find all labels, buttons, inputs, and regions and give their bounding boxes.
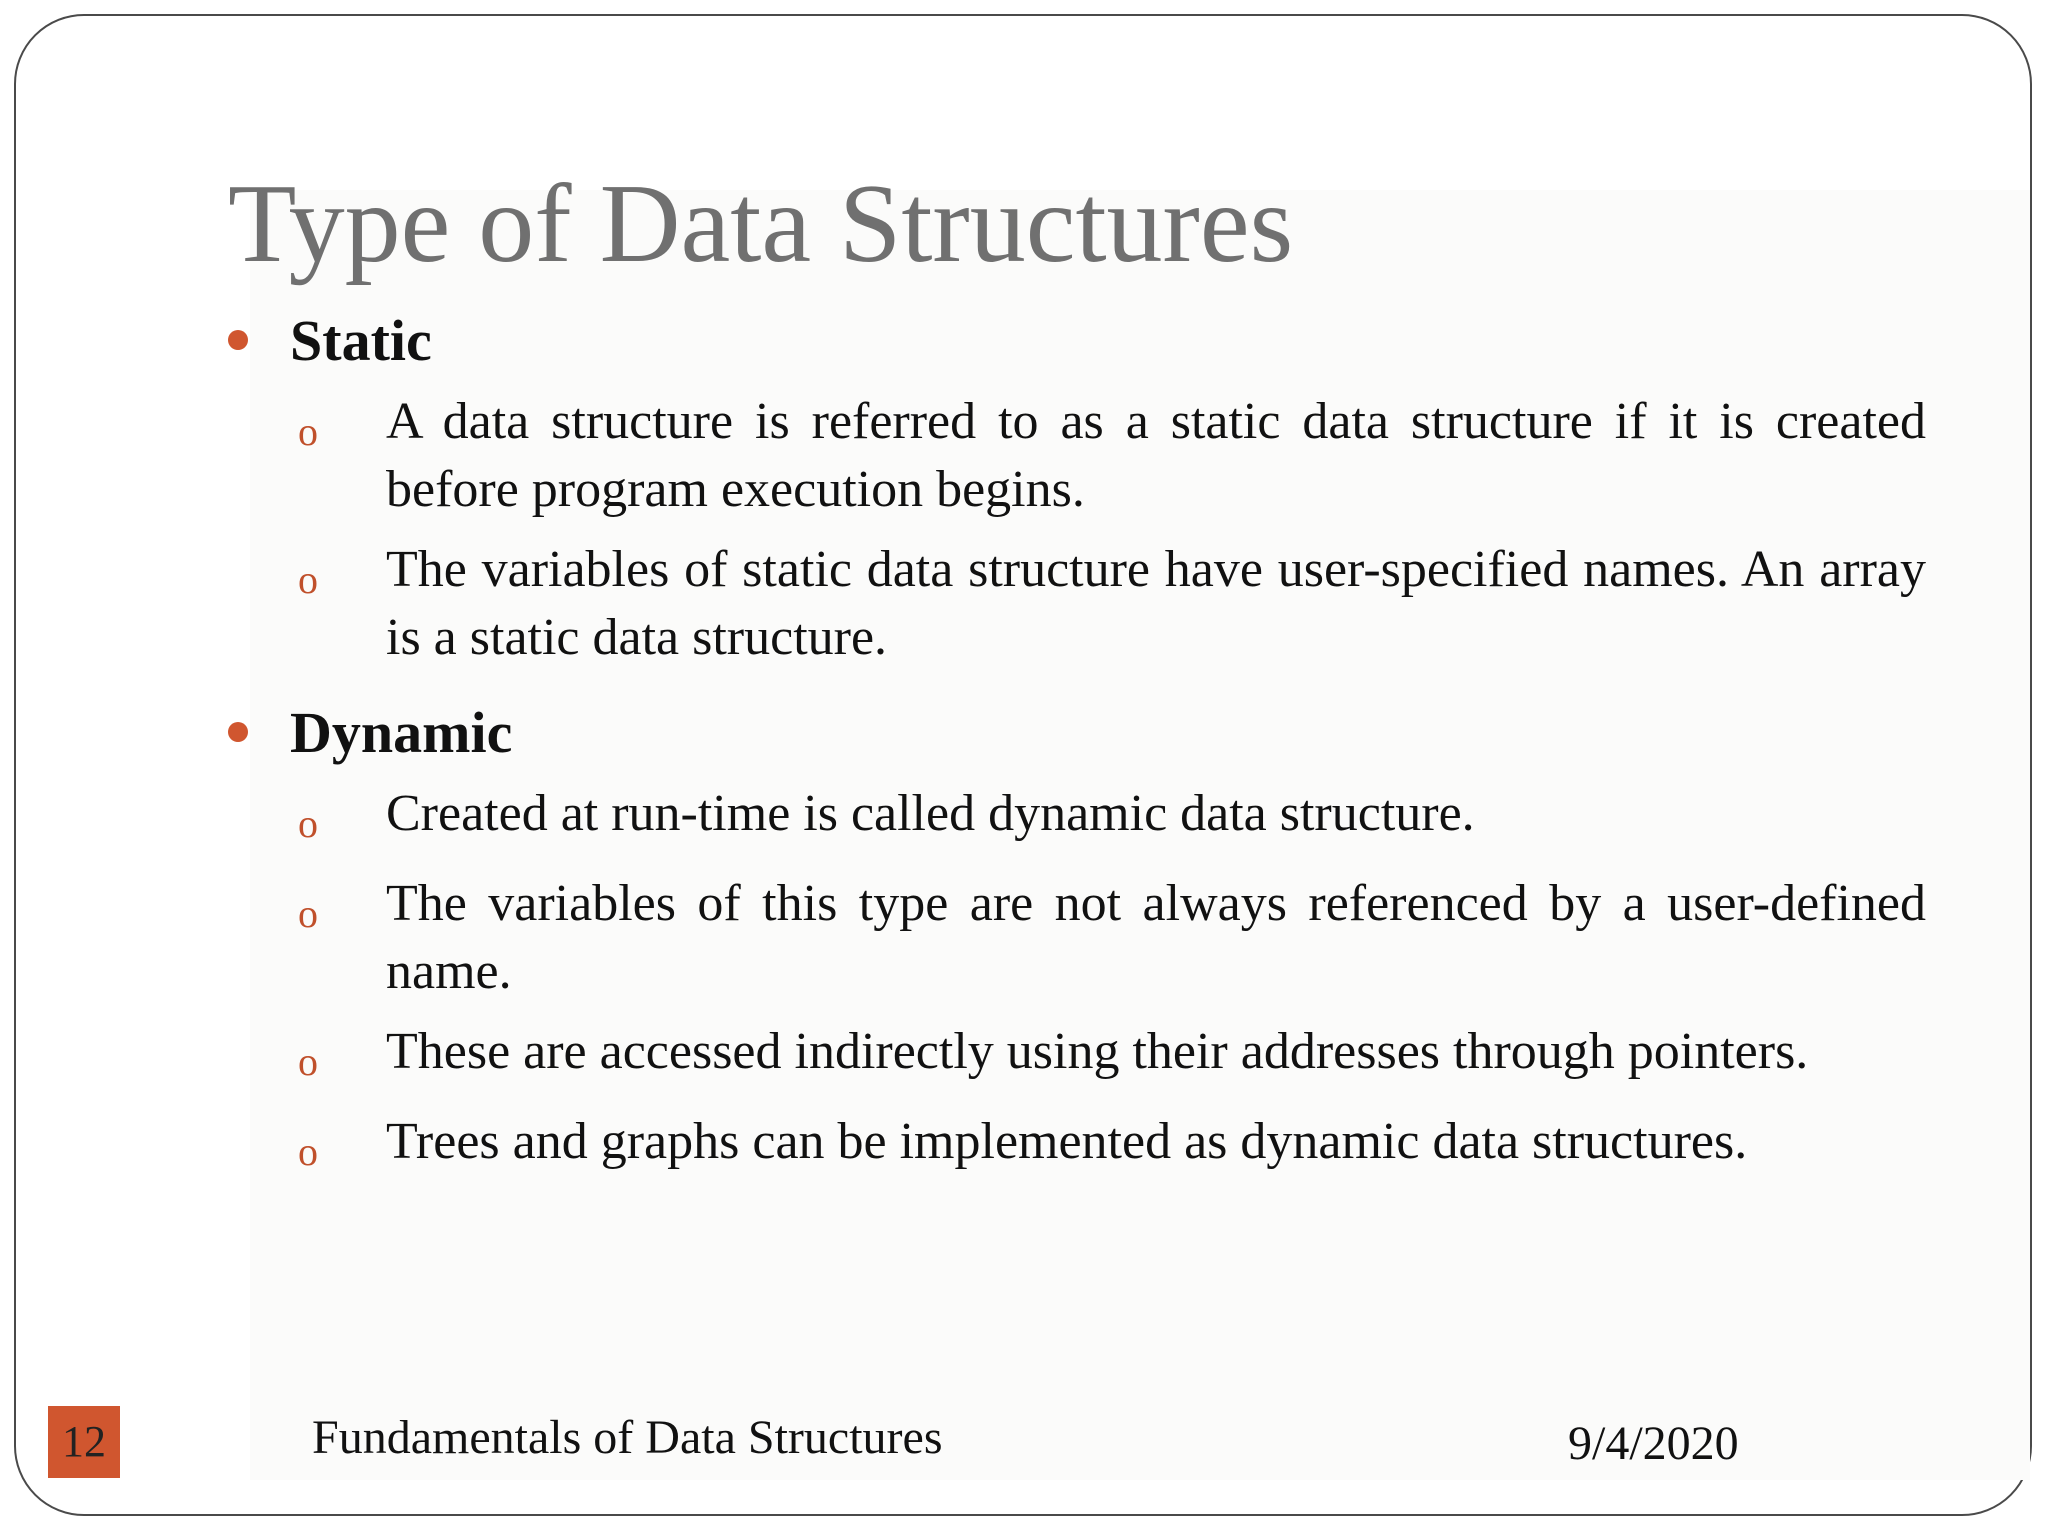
slide-body	[226, 300, 1926, 1198]
list-item	[226, 388, 1926, 524]
section-heading: Dynamic	[290, 699, 513, 765]
section-static	[226, 300, 1926, 672]
circle-bullet-icon: o	[298, 801, 318, 846]
footer-date: 9/4/2020	[1568, 1417, 1739, 1470]
bullet-list	[226, 388, 1926, 672]
circle-bullet-icon: o	[298, 557, 318, 602]
list-item-text: Created at run-time is called dynamic data structure.	[386, 785, 1475, 842]
list-item-text: Trees and graphs can be implemented as dynamic data structures.	[386, 1113, 1748, 1170]
circle-bullet-icon: o	[298, 1129, 318, 1174]
list-item	[226, 870, 1926, 1006]
section-dynamic	[226, 692, 1926, 1186]
circle-bullet-icon: o	[298, 1039, 318, 1084]
bullet-dot-icon	[228, 330, 248, 350]
page-number: 12	[48, 1406, 120, 1478]
list-item	[226, 1018, 1926, 1096]
circle-bullet-icon: o	[298, 891, 318, 936]
list-item	[226, 780, 1926, 858]
bullet-list	[226, 780, 1926, 1186]
list-item-text: The variables of static data structure have user-specified names. An array is a static data structure.	[386, 541, 1926, 666]
bullet-dot-icon	[228, 722, 248, 742]
list-item-text: These are accessed indirectly using their addresses through pointers.	[386, 1023, 1809, 1080]
section-heading: Static	[290, 307, 432, 373]
list-item	[226, 1108, 1926, 1186]
footer-course-title: Fundamentals of Data Structures	[312, 1411, 943, 1464]
list-item-text: The variables of this type are not always referenced by a user-defined name.	[386, 875, 1926, 1000]
list-item-text: A data structure is referred to as a static data structure if it is created before program execution begins.	[386, 393, 1926, 518]
slide-title: Type of Data Structures	[228, 162, 1294, 286]
circle-bullet-icon: o	[298, 409, 318, 454]
list-item	[226, 536, 1926, 672]
